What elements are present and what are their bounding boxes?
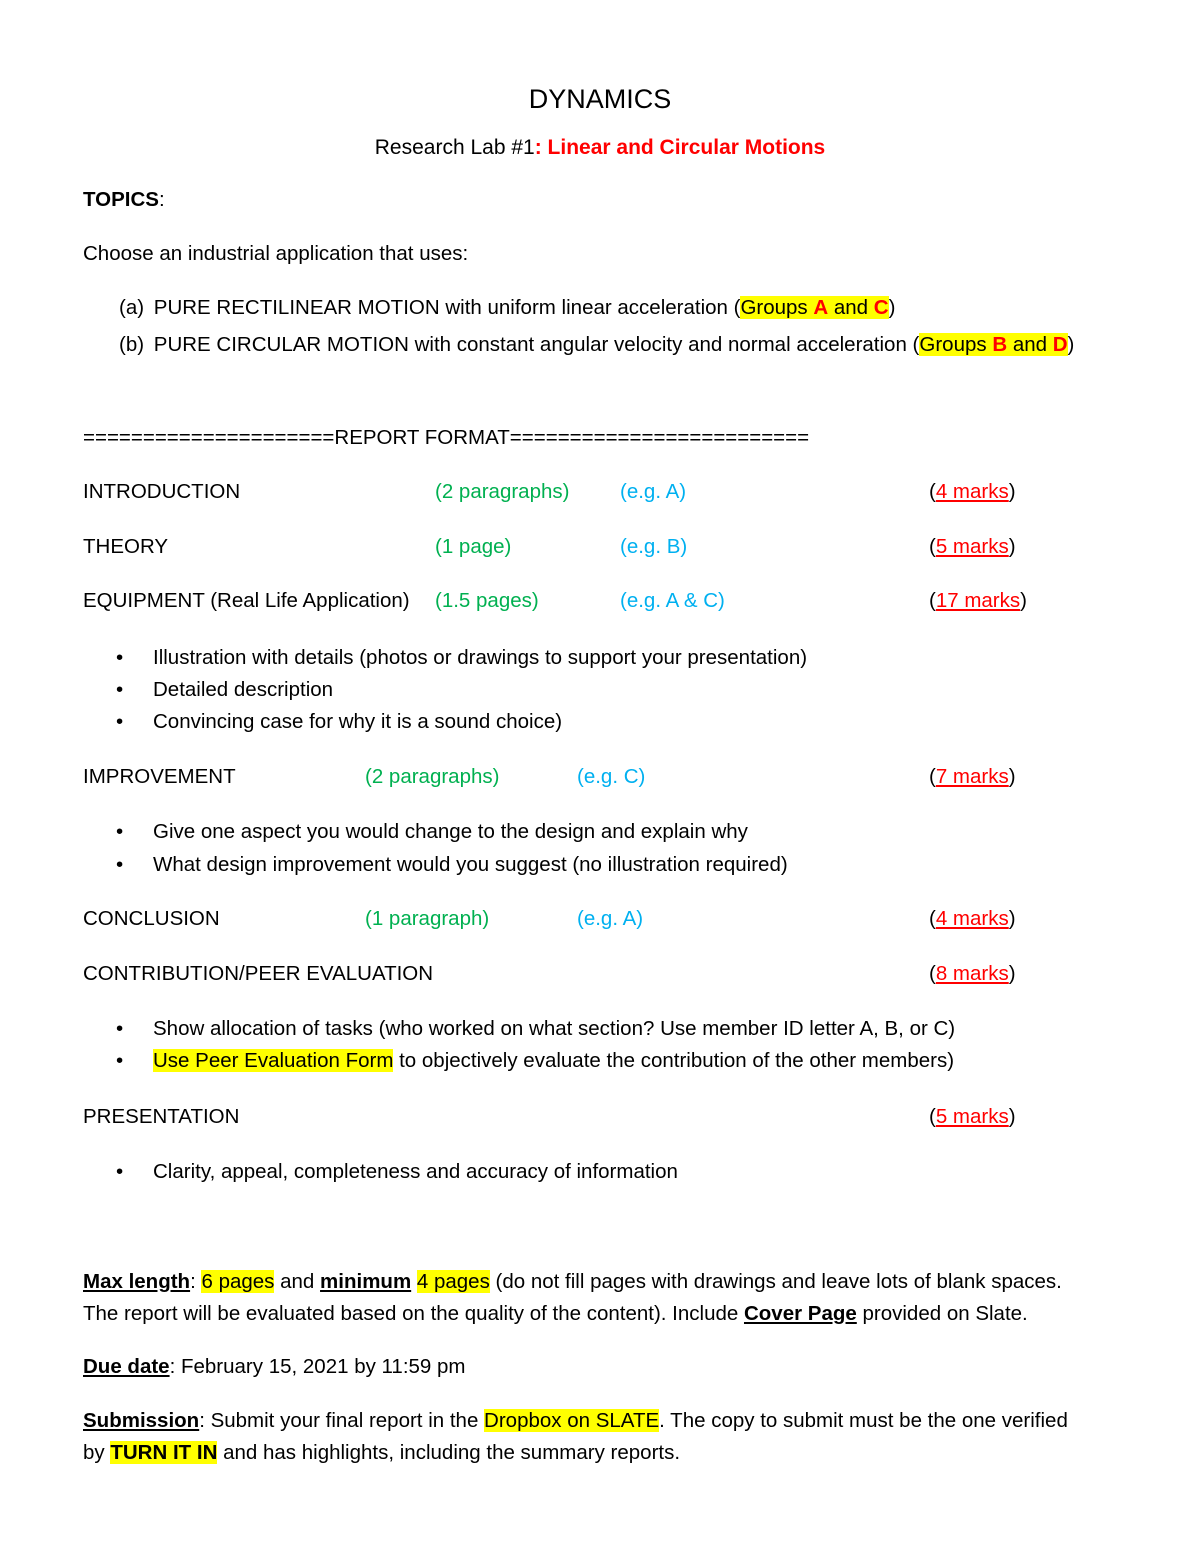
- groups-highlight: [919, 333, 1067, 356]
- paren-close: ): [1008, 765, 1016, 788]
- section-name: IMPROVEMENT: [83, 765, 236, 788]
- line-text: by: [83, 1441, 111, 1464]
- marks-value: 17 marks: [935, 589, 1021, 612]
- paren-open: (: [929, 480, 936, 503]
- section-name: INTRODUCTION: [83, 480, 241, 503]
- group-letter: B: [992, 333, 1008, 356]
- bullet-icon: •: [116, 1160, 124, 1183]
- bullet-icon: •: [116, 710, 124, 733]
- paren-open: (: [929, 962, 936, 985]
- bullet-icon: •: [116, 1049, 124, 1072]
- bullet-icon: •: [116, 678, 124, 701]
- paren-close: ): [1008, 907, 1016, 930]
- marks-value: 4 marks: [935, 480, 1009, 503]
- page-title: DYNAMICS: [528, 84, 672, 114]
- due-date-label: Due date: [83, 1355, 170, 1378]
- max-length-rest: (do not fill pages with drawings and leave lots of blank spaces.: [489, 1270, 1062, 1293]
- list-item: Give one aspect you would change to the design and explain why: [153, 820, 748, 843]
- line-text: and has highlights, including the summary reports.: [217, 1441, 681, 1464]
- groups-label: Groups: [740, 296, 814, 319]
- groups-and: and: [828, 296, 874, 319]
- section-example: (e.g. B): [620, 535, 688, 558]
- section-length: (1 page): [435, 535, 512, 558]
- topics-label: TOPICS: [83, 188, 159, 211]
- list-item: [153, 1051, 954, 1072]
- submission-label: Submission: [83, 1409, 200, 1432]
- groups-highlight: [740, 296, 888, 319]
- section-marks: [929, 767, 1016, 788]
- marks-value: 4 marks: [935, 907, 1009, 930]
- section-marks: [929, 1107, 1016, 1128]
- paren-open: (: [929, 765, 936, 788]
- section-marks: [929, 964, 1016, 985]
- paren-open: (: [929, 907, 936, 930]
- and-text: and: [274, 1270, 321, 1293]
- section-marks: [929, 537, 1016, 558]
- paren-open: (: [929, 535, 936, 558]
- groups-and: and: [1007, 333, 1053, 356]
- paren-close: ): [1008, 535, 1016, 558]
- section-length: (2 paragraphs): [365, 765, 500, 788]
- max-length-line2: [83, 1304, 1028, 1325]
- topic-text: PURE RECTILINEAR MOTION with uniform linear acceleration (: [153, 296, 741, 319]
- paren-close: ): [1008, 1105, 1016, 1128]
- paren-close: ): [888, 296, 896, 319]
- section-length: (1.5 pages): [435, 589, 539, 612]
- paren-close: ): [1008, 480, 1016, 503]
- section-name: EQUIPMENT (Real Life Application): [83, 589, 410, 612]
- paren-close: ): [1020, 589, 1027, 612]
- line-text: provided on Slate.: [856, 1302, 1028, 1325]
- max-pages-highlight: 6 pages: [201, 1270, 275, 1293]
- group-letter: A: [813, 296, 829, 319]
- list-item: Clarity, appeal, completeness and accuracy of information: [153, 1160, 678, 1183]
- topic-marker: (b): [119, 333, 145, 356]
- due-date-value: : February 15, 2021 by 11:59 pm: [169, 1355, 466, 1378]
- topic-marker: (a): [119, 296, 145, 319]
- line-text: The report will be evaluated based on the quality of the content). Include: [83, 1302, 744, 1325]
- topics-intro: Choose an industrial application that uses:: [83, 242, 469, 265]
- topics-heading: [83, 190, 165, 211]
- paren-open: (: [929, 589, 936, 612]
- submission-line2: [83, 1443, 680, 1464]
- minimum-label: minimum: [320, 1270, 412, 1293]
- bullet-icon: •: [116, 853, 124, 876]
- paren-close: ): [1008, 962, 1016, 985]
- max-length-label: Max length: [83, 1270, 191, 1293]
- subtitle: [0, 137, 1200, 158]
- list-item: Convincing case for why it is a sound choice): [153, 710, 563, 733]
- list-item: Detailed description: [153, 678, 334, 701]
- section-name: CONCLUSION: [83, 907, 220, 930]
- report-format-header: =====================REPORT FORMAT=========================: [83, 426, 810, 449]
- topic-item-b: [119, 335, 1074, 356]
- paren-close: ): [1067, 333, 1075, 356]
- marks-value: 7 marks: [935, 765, 1009, 788]
- groups-label: Groups: [919, 333, 993, 356]
- section-example: (e.g. A & C): [620, 589, 725, 612]
- marks-value: 5 marks: [935, 1105, 1009, 1128]
- section-marks: [929, 482, 1016, 503]
- section-length: (2 paragraphs): [435, 480, 570, 503]
- section-example: (e.g. C): [577, 765, 646, 788]
- dropbox-highlight: Dropbox on SLATE: [484, 1409, 660, 1432]
- section-example: (e.g. A): [620, 480, 687, 503]
- max-length-line1: [83, 1272, 1062, 1293]
- bullet-icon: •: [116, 820, 124, 843]
- due-date: [83, 1357, 466, 1378]
- subtitle-colon: :: [534, 136, 548, 159]
- bullet-icon: •: [116, 646, 124, 669]
- colon: :: [190, 1270, 202, 1293]
- section-length: (1 paragraph): [365, 907, 490, 930]
- group-letter: C: [873, 296, 889, 319]
- topics-colon: :: [158, 188, 165, 211]
- submission-line1: [83, 1411, 1068, 1432]
- marks-value: 5 marks: [935, 535, 1009, 558]
- section-example: (e.g. A): [577, 907, 644, 930]
- paren-open: (: [929, 1105, 936, 1128]
- section-name: PRESENTATION: [83, 1105, 240, 1128]
- subtitle-prefix: Research Lab #1: [374, 136, 535, 159]
- peer-evaluation-rest: to objectively evaluate the contribution of the other members): [393, 1049, 955, 1072]
- subtitle-highlight: Linear and Circular Motions: [547, 136, 826, 159]
- marks-value: 8 marks: [935, 962, 1009, 985]
- section-marks: [929, 591, 1027, 612]
- turnitin-highlight: TURN IT IN: [110, 1441, 218, 1464]
- list-item: Show allocation of tasks (who worked on what section? Use member ID letter A, B, or C): [153, 1017, 956, 1040]
- peer-evaluation-form-highlight: Use Peer Evaluation Form: [153, 1049, 394, 1072]
- line-text: . The copy to submit must be the one verified: [659, 1409, 1068, 1432]
- line-text: : Submit your final report in the: [199, 1409, 485, 1432]
- list-item: What design improvement would you suggest (no illustration required): [153, 853, 788, 876]
- topic-item-a: [119, 298, 895, 319]
- bullet-icon: •: [116, 1017, 124, 1040]
- section-name: THEORY: [83, 535, 169, 558]
- group-letter: D: [1052, 333, 1068, 356]
- topic-text: PURE CIRCULAR MOTION with constant angular velocity and normal acceleration (: [153, 333, 920, 356]
- list-item: Illustration with details (photos or drawings to support your presentation): [153, 646, 808, 669]
- cover-page-label: Cover Page: [743, 1302, 857, 1325]
- section-name: CONTRIBUTION/PEER EVALUATION: [83, 962, 434, 985]
- min-pages-highlight: 4 pages: [416, 1270, 490, 1293]
- section-marks: [929, 909, 1016, 930]
